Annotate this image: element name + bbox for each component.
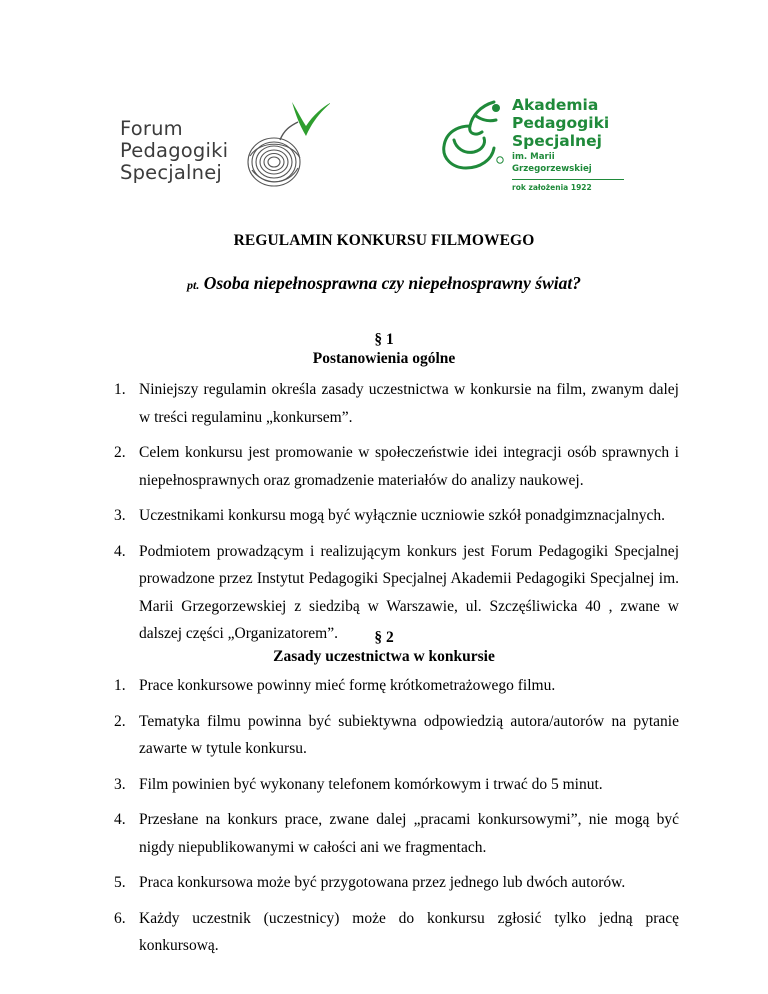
section-2-header: [0, 628, 768, 666]
forum-logo-line-2: Pedagogiki: [120, 139, 229, 162]
item-number: 3.: [114, 507, 126, 524]
forum-logo: [120, 96, 270, 192]
list-item: [114, 439, 679, 494]
item-text: Prace konkursowe powinny mieć formę krótkometrażowego filmu.: [139, 677, 556, 694]
item-number: 1.: [114, 677, 126, 694]
subtitle-prefix: pt.: [187, 278, 200, 292]
item-text: Każdy uczestnik (uczestnicy) może do konkursu zgłosić tylko jedną pracę konkursową.: [139, 909, 679, 954]
item-text: Przesłane na konkurs prace, zwane dalej „pracami konkursowymi”, nie mogą być nigdy niepublikowanymi w całości ani we fragmentach.: [139, 811, 679, 856]
list-item: [114, 869, 679, 897]
section-2-list: [114, 672, 679, 968]
item-number: 3.: [114, 775, 126, 793]
item-number: 6.: [114, 909, 126, 927]
section-2-number: § 2: [374, 629, 394, 646]
list-item: [114, 502, 679, 530]
item-text: Celem konkursu jest promowanie w społeczeństwie idei integracji osób sprawnych i niepełnosprawnych oraz gromadzenie materiałów do analizy naukowej.: [139, 444, 679, 489]
forum-logo-wordmark: [120, 118, 228, 184]
section-1-heading: Postanowienia ogólne: [312, 350, 456, 367]
item-number: 1.: [114, 381, 126, 398]
item-text: Film powinien być wykonany telefonem komórkowym i trwać do 5 minut.: [139, 775, 603, 793]
academy-patron: im. Marii Grzegorzewskiej: [512, 152, 592, 174]
section-1-list: [114, 376, 679, 656]
section-2-heading: Zasady uczestnictwa w konkursie: [273, 648, 495, 665]
item-text: Niniejszy regulamin określa zasady uczestnictwa w konkursie na film, zwanym dalej w treści regulaminu „konkursem”.: [139, 381, 679, 426]
item-text: Praca konkursowa może być przygotowana przez jednego lub dwóch autorów.: [139, 874, 626, 891]
spiral-checkmark-icon: [220, 96, 330, 192]
academy-logo: [436, 94, 636, 194]
academy-logo-line-1: Akademia: [512, 96, 599, 114]
subtitle-text: Osoba niepełnosprawna czy niepełnosprawny świat?: [203, 273, 581, 293]
section-1-number: § 1: [374, 331, 394, 348]
item-number: 2.: [114, 444, 126, 461]
item-text: Podmiotem prowadzącym i realizującym konkurs jest Forum Pedagogiki Specjalnej prowadzone przez Instytut Pedagogiki Specjalnej Akademii Pedagogiki Specjalnej im. Marii Grzegorzewskiej z siedzibą w Warszawie, ul. Szczęśliwicka 40 , zwane w dalszej części „Organizatorem”.: [139, 542, 679, 642]
list-item: [114, 771, 679, 799]
document-title: REGULAMIN KONKURSU FILMOWEGO: [233, 232, 535, 249]
academy-logo-line-3: Specjalnej: [512, 132, 602, 150]
item-text: Tematyka filmu powinna być subiektywna odpowiedzią autora/autorów na pytanie zawarte w tytule konkursu.: [139, 712, 679, 757]
list-item: [114, 806, 679, 861]
forum-logo-line-3: Specjalnej: [120, 161, 223, 184]
item-number: 2.: [114, 712, 126, 730]
item-number: 4.: [114, 811, 126, 828]
forum-logo-line-1: Forum: [120, 117, 183, 140]
list-item: [114, 905, 679, 960]
academy-logo-line-2: Pedagogiki: [512, 114, 610, 132]
list-item: [114, 708, 679, 763]
academy-emblem-icon: [436, 96, 508, 176]
academy-logo-wordmark: [512, 96, 636, 194]
list-item: [114, 672, 679, 700]
item-number: 5.: [114, 874, 126, 891]
academy-divider: [512, 179, 624, 180]
item-number: 4.: [114, 542, 126, 560]
academy-founded: rok założenia 1922: [512, 183, 592, 192]
document-subtitle: [0, 273, 768, 294]
item-text: Uczestnikami konkursu mogą być wyłącznie uczniowie szkół ponadgimznacjalnych.: [139, 507, 665, 524]
list-item: [114, 376, 679, 431]
section-1-header: [0, 330, 768, 368]
